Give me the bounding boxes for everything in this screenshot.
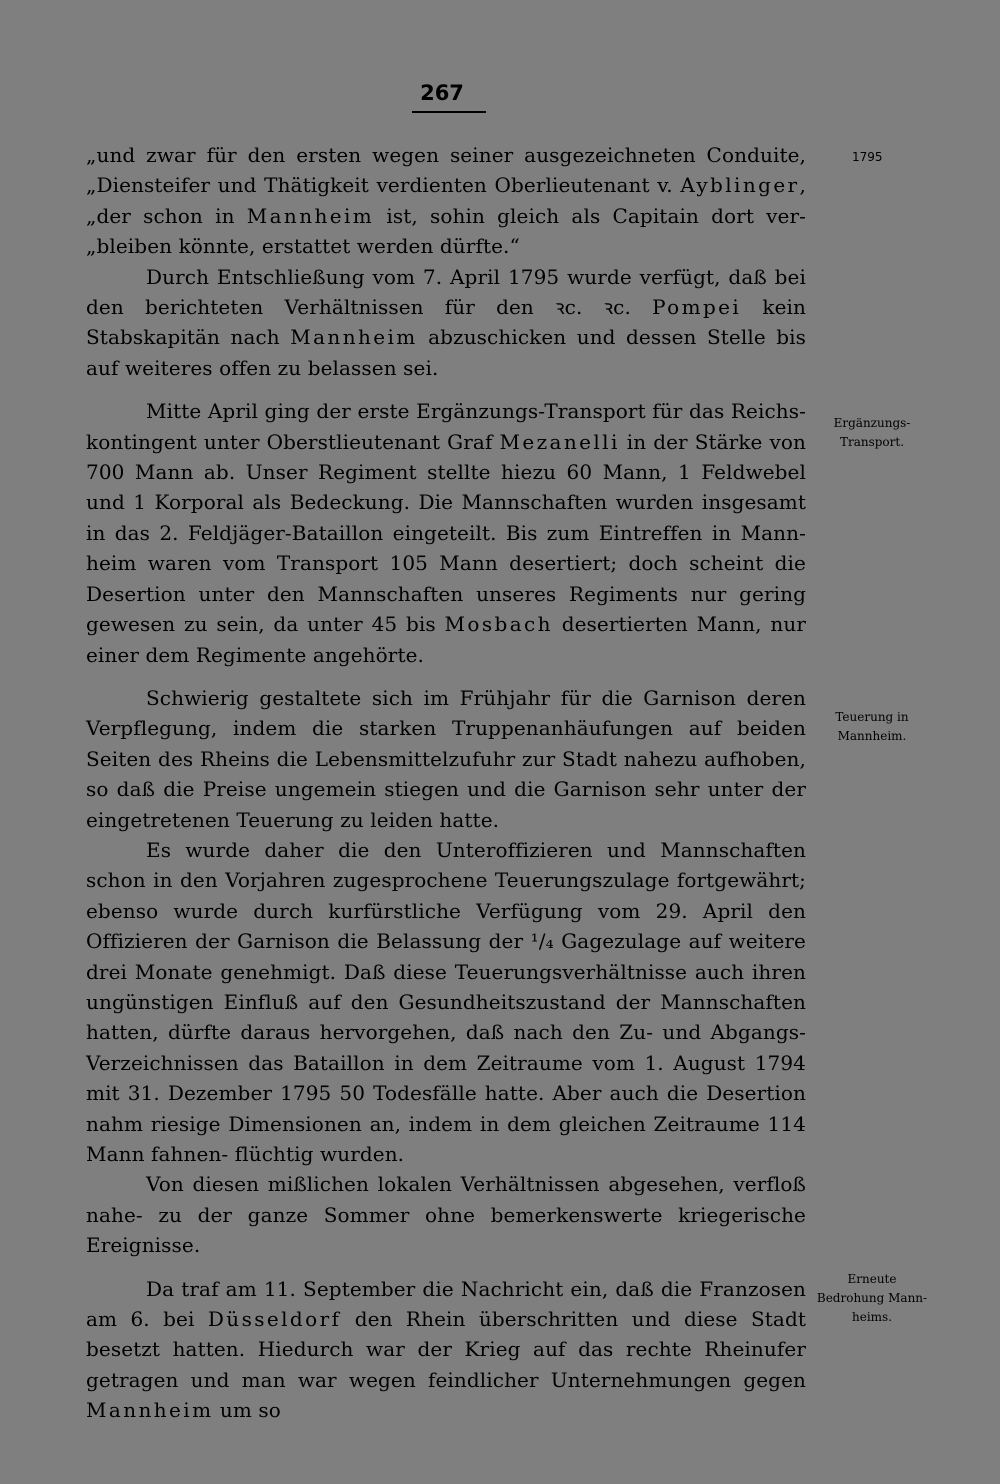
margin-note-line: Mannheim. xyxy=(837,729,907,743)
paragraph-entschliessung xyxy=(86,262,806,384)
text-run: um so xyxy=(213,1398,281,1423)
text-run: kein Stabskapitän nach xyxy=(86,295,806,350)
spaced-name: Mannheim xyxy=(86,1398,214,1423)
section-gap xyxy=(86,383,806,396)
page-number-rule xyxy=(412,111,486,113)
spaced-name: Ayblinger xyxy=(680,173,800,198)
section-gap xyxy=(86,670,806,683)
margin-note-line: Bedrohung Mann- xyxy=(816,1291,928,1305)
margin-note-ergaenzungs-transport xyxy=(812,414,932,452)
text-run: Durch Entschließung vom 7. April 1795 wurde verfügt, daß bei den berichteten Verhältnissen für den ꝛc. ꝛc. xyxy=(86,264,806,320)
text-run: Mitte April ging der erste Ergänzungs-Transport für das Reichs- kontingent unter Oberstlieutenant Graf xyxy=(86,399,806,454)
spaced-name: Mannheim xyxy=(290,325,418,350)
margin-note-line: Teuerung in xyxy=(835,710,909,724)
text-run: ist, sohin gleich als Capitain dort ver- „bleiben könnte, erstattet werden dürfte.“ xyxy=(86,203,806,259)
text-run: desertierten Mann, nur einer dem Regimente angehörte. xyxy=(86,612,806,667)
paragraph-teuerungszulage: Es wurde daher die den Unteroffizieren und Mannschaften schon in den Vorjahren zugesprochene Teuerungszulage fortgewährt; ebenso wurde durch kurfürstliche Verfügung vom 29. April den Offizieren der Garnison die Belassung der ¹/₄ Gagezulage auf weitere drei Monate genehmigt. Daß diese Teuerungsverhältnisse auch ihren ungünstigen Einfluß auf den Gesundheitszustand der Mannschaften hatten, dürfte daraus hervorgehen, daß nach den Zu- und Abgangs-Verzeichnissen das Bataillon in dem Zeitraume vom 1. August 1794 mit 31. Dezember 1795 50 Todesfälle hatte. Aber auch die Desertion nahm riesige Dimensionen an, indem in dem gleichen Zeitraume 114 Mann fahnen- flüchtig wurden. xyxy=(86,837,806,1166)
margin-note-line: Ergänzungs- xyxy=(833,416,911,430)
margin-note-line: Erneute xyxy=(847,1272,897,1286)
spaced-name: Düsseldorf xyxy=(207,1307,342,1332)
margin-note-line: heims. xyxy=(851,1310,893,1324)
margin-note-line: Transport. xyxy=(839,435,905,449)
spaced-name: Mezanelli xyxy=(499,429,620,454)
margin-note-erneute-bedrohung xyxy=(812,1270,932,1327)
spaced-name: Pompei xyxy=(652,295,742,320)
page-number: 267 xyxy=(420,81,464,105)
margin-note-teuerung-in-mannheim xyxy=(812,708,932,746)
spaced-name: Mannheim xyxy=(246,203,375,228)
spaced-name: Mosbach xyxy=(444,612,553,637)
margin-year: 1795 xyxy=(852,150,883,164)
paragraph-quote xyxy=(86,140,806,262)
text-run: in der Stärke von 700 Mann ab. Unser Regiment stellte hiezu 60 Mann, 1 Feldwebel und 1 Korporal als Bedeckung. Die Mannschaften wurden insgesamt in das 2. Feldjäger-Bataillon eingeteilt. Bis zum Eintreffen in Mann- heim waren vom Transport 105 Mann desertiert; doch scheint die Desertion unter den Mannschaften unseres Regiments nur gering gewesen zu sein, da unter 45 bis xyxy=(86,429,806,637)
paragraph-verpflegung: Schwierig gestaltete sich im Frühjahr für die Garnison deren Verpflegung, indem die starken Truppenanhäufungen auf beiden Seiten des Rheins die Lebensmittelzufuhr zur Stadt nahezu aufhoben, so daß die Preise ungemein stiegen und die Garnison sehr unter der eingetretenen Teuerung zu leiden hatte. xyxy=(86,685,806,832)
text-run: den Rhein überschritten und diese Stadt besetzt hatten. Hiedurch war der Krieg auf das rechte Rheinufer getragen und man war wegen feindlicher Unternehmungen gegen xyxy=(86,1307,806,1392)
paragraph-franzosen xyxy=(86,1274,806,1426)
text-run: abzuschicken und dessen Stelle bis auf weiteres offen zu belassen sei. xyxy=(86,325,806,380)
paragraph-ergaenzungs-transport xyxy=(86,396,806,670)
text-run: , „der schon in xyxy=(86,173,806,228)
text-run: „und zwar für den ersten wegen seiner ausgezeichneten Conduite, „Diensteifer und Thätigkeit verdienten Oberlieutenant v. xyxy=(86,143,806,198)
main-text-column xyxy=(86,140,806,1426)
text-run: Da traf am 11. September die Nachricht ein, daß die Franzosen am 6. bei xyxy=(86,1276,806,1332)
paragraph-sommer: Von diesen mißlichen lokalen Verhältnissen abgesehen, verfloß nahe- zu der ganze Sommer ohne bemerkenswerte kriegerische Ereignisse. xyxy=(86,1172,806,1258)
section-gap xyxy=(86,1261,806,1274)
